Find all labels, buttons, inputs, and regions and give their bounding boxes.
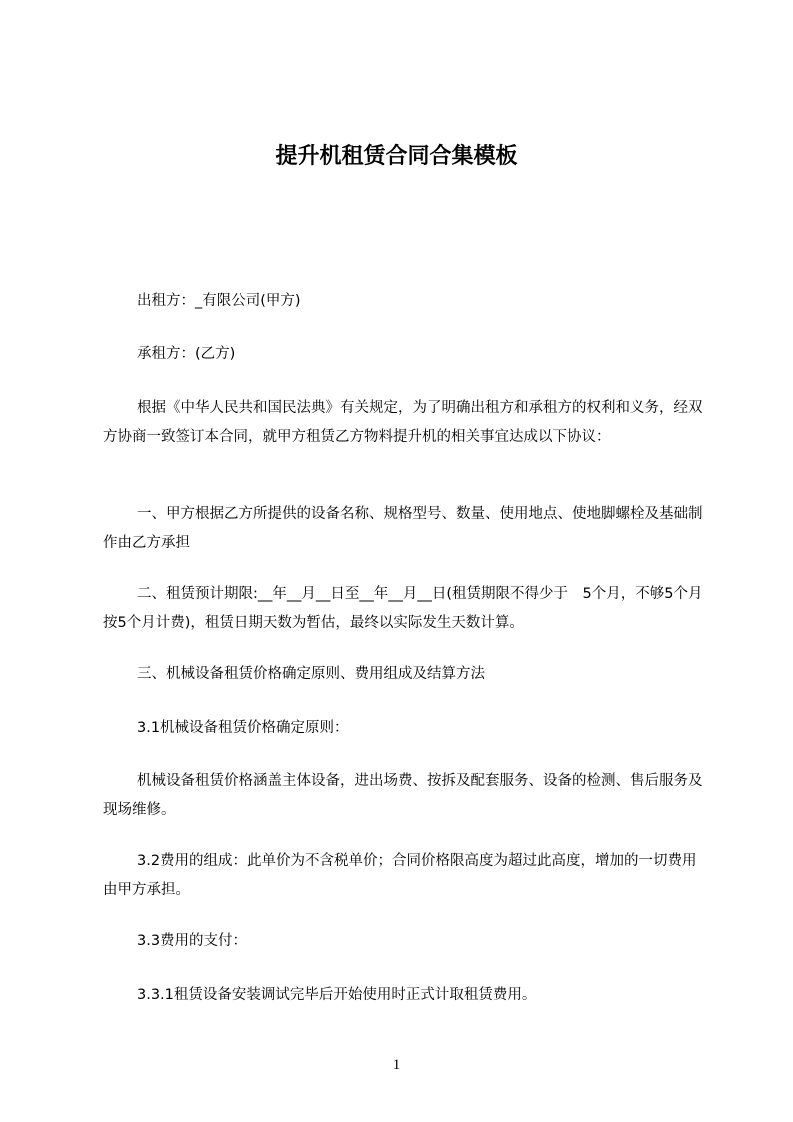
clause-3-1-paragraph: 机械设备租赁价格涵盖主体设备，进出场费、按拆及配套服务、设备的检测、售后服务及现场维修。 — [103, 773, 703, 818]
clause-3-heading: 三、机械设备租赁价格确定原则、费用组成及结算方法 — [137, 666, 485, 682]
document-title: 提升机租赁合同合集模板 — [275, 144, 518, 169]
clause-3-1-heading: 3.1机械设备租赁价格确定原则： — [137, 720, 349, 736]
lessee-line: 承租方：(乙方) — [137, 346, 236, 362]
page-number: 1 — [392, 1057, 401, 1073]
clause-3-2-paragraph: 3.2费用的组成：此单价为不含税单价；合同价格限高度为超过此高度，增加的一切费用由甲方承担。 — [103, 853, 697, 898]
preamble-paragraph: 根据《中华人民共和国民法典》有关规定，为了明确出租方和承租方的权利和义务，经双方协商一致签订本合同，就甲方租赁乙方物料提升机的相关事宜达成以下协议： — [103, 400, 703, 445]
clause-1-paragraph: 一、甲方根据乙方所提供的设备名称、规格型号、数量、使用地点、使地脚螺栓及基础制作由乙方承担 — [103, 506, 703, 551]
clause-3-3-1-paragraph: 3.3.1租赁设备安装调试完毕后开始使用时正式计取租赁费用。 — [137, 987, 537, 1003]
lessor-line: 出租方：_有限公司(甲方) — [137, 293, 301, 309]
clause-2-paragraph: 二、租赁预计期限:__年__月__日至__年__月__日(租赁期限不得少于 5个月，不够5个月按5个月计费)，租赁日期天数为暂估，最终以实际发生天数计算。 — [103, 586, 703, 631]
clause-3-3-heading: 3.3费用的支付： — [137, 933, 248, 949]
